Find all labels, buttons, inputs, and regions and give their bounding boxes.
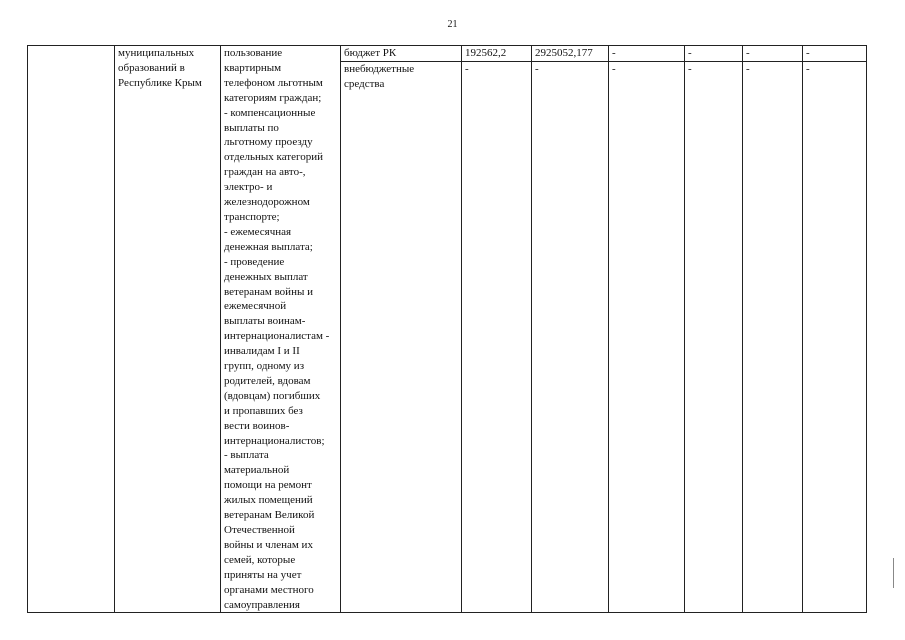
value-cell: -: [743, 46, 803, 62]
description-line: ветеранам войны и: [224, 285, 313, 298]
description-line: денежная выплата;: [224, 240, 313, 253]
description-line: приняты на учет: [224, 568, 302, 581]
scan-edge-mark: [893, 558, 894, 588]
description-line: групп, одному из: [224, 360, 305, 373]
org-line: образований в: [118, 61, 185, 74]
description-line: граждан на авто-,: [224, 166, 306, 179]
value-cell: 192562,2: [462, 46, 532, 62]
description-line: денежных выплат: [224, 270, 308, 283]
description-line: льготному проезду: [224, 136, 313, 149]
description-line: электро- и: [224, 181, 273, 194]
description-line: выплаты воинам-: [224, 315, 306, 328]
description-line: семей, которые: [224, 553, 296, 566]
value-cell: 2925052,177: [532, 46, 609, 62]
description-line: ветеранам Великой: [224, 509, 315, 522]
value-cell: -: [532, 61, 609, 613]
description-line: родителей, вдовам: [224, 374, 311, 387]
number-cell: [28, 46, 115, 613]
description-line: телефоном льготным: [224, 76, 323, 89]
description-line: помощи на ремонт: [224, 479, 312, 492]
description-line: самоуправления: [224, 598, 300, 611]
org-cell: [115, 46, 221, 613]
funding-source-cell: [341, 61, 462, 613]
org-line: Республике Крым: [118, 76, 202, 89]
description-line: жилых помещений: [224, 494, 313, 507]
description-line: транспорте;: [224, 210, 280, 223]
description-line: органами местного: [224, 583, 314, 596]
description-line: железнодорожном: [224, 196, 310, 209]
description-line: (вдовцам) погибших: [224, 389, 321, 402]
value-cell: -: [803, 46, 867, 62]
description-line: инвалидам I и II: [224, 345, 300, 358]
funding-source-line: внебюджетные: [344, 62, 415, 75]
description-line: отдельных категорий: [224, 151, 324, 164]
description-line: интернационалистам -: [224, 330, 330, 343]
description-line: вести воинов-: [224, 419, 290, 432]
description-line: категориям граждан;: [224, 91, 322, 104]
description-cell: [221, 46, 341, 613]
description-line: - проведение: [224, 255, 285, 268]
description-line: Отечественной: [224, 524, 295, 536]
value-cell: -: [803, 61, 867, 613]
description-line: ежемесячной: [224, 300, 287, 313]
funding-source-line: средства: [344, 77, 385, 90]
funding-source-cell: бюджет РК: [341, 46, 462, 62]
description-line: квартирным: [224, 61, 282, 74]
description-line: - компенсационные: [224, 106, 316, 119]
table-row-budget: [28, 46, 905, 62]
description-line: интернационалистов;: [224, 434, 325, 447]
value-cell: -: [743, 61, 803, 613]
value-cell: -: [462, 61, 532, 613]
value-cell: -: [609, 46, 685, 62]
description-line: войны и членам их: [224, 538, 313, 551]
page-number: 21: [447, 19, 458, 30]
description-line: материальной: [224, 464, 290, 477]
value-cell: -: [609, 61, 685, 613]
value-cell: -: [685, 46, 743, 62]
description-line: - ежемесячная: [224, 225, 292, 238]
value-cell: -: [685, 61, 743, 613]
description-line: выплаты по: [224, 121, 279, 134]
description-line: пользование: [224, 47, 283, 59]
description-line: - выплата: [224, 449, 269, 462]
description-line: и пропавших без: [224, 404, 303, 417]
program-table: [27, 45, 905, 613]
org-line: муниципальных: [118, 47, 195, 59]
